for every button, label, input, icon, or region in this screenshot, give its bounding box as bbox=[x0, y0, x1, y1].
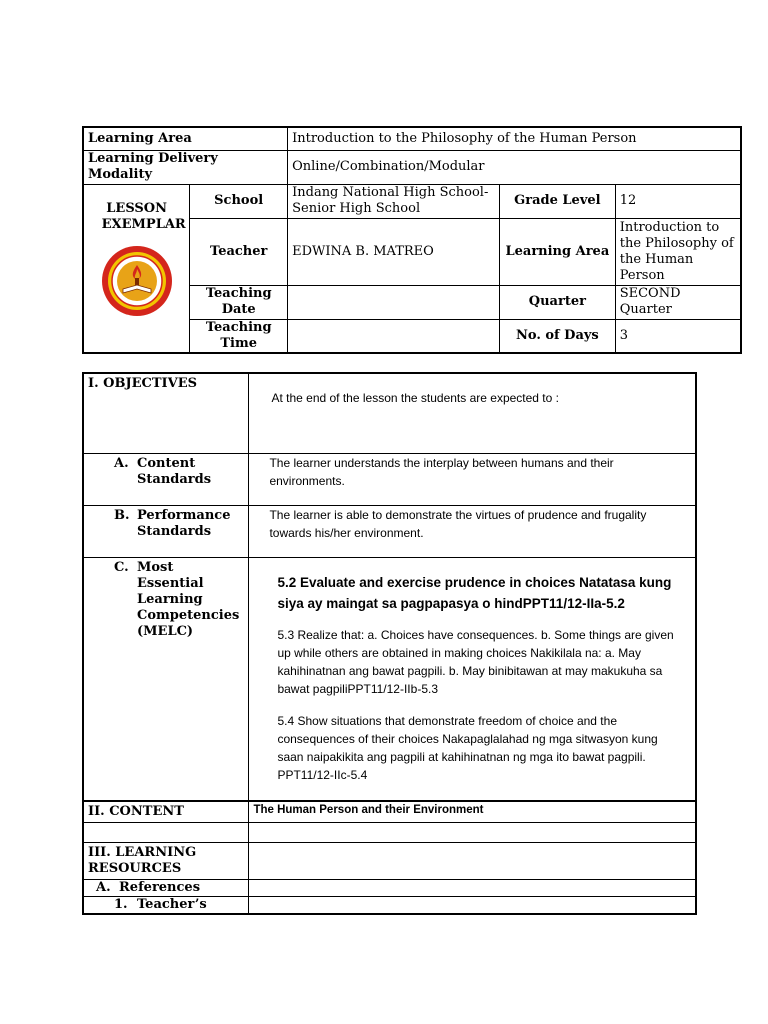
school-label: School bbox=[190, 184, 288, 218]
school-seal-icon bbox=[101, 245, 173, 317]
melc-competency-3: 5.4 Show situations that demonstrate freedom of choice and the consequences of their choices Nakapaglalahad ng mga sitwasyon kung saan naipakikita ang pagpili at kahihinatnan ng mga ito bawat pagpili. PPT11/12-IIc-5.4 bbox=[277, 713, 658, 782]
teacher-label: Teacher bbox=[190, 218, 288, 285]
teaching-time-value bbox=[288, 319, 500, 353]
content-standards-value: The learner understands the interplay between humans and their environments. bbox=[249, 453, 696, 505]
objectives-heading: I. OBJECTIVES bbox=[83, 373, 249, 453]
delivery-modality-label: Learning Delivery Modality bbox=[83, 150, 288, 184]
melc-letter: C. bbox=[114, 559, 129, 575]
melc-competency-2: 5.3 Realize that: a. Choices have consequences. b. Some things are given up while others are obtained in making choices Nakikilala na: a. May kahihinatnan ang bawat pagpili. b. May binibitawan at may makukuha sa bawat pagpiliPPT11/12-IIb-5.3 bbox=[277, 627, 674, 696]
performance-standards-label: Performance Standards bbox=[137, 507, 231, 539]
learning-area-value: Introduction to the Philosophy of the Human Person bbox=[288, 127, 741, 150]
days-value: 3 bbox=[615, 319, 741, 353]
teaching-time-label: Teaching Time bbox=[190, 319, 288, 353]
quarter-label: Quarter bbox=[500, 285, 616, 319]
learning-area2-value: Introduction to the Philosophy of the Human Person bbox=[615, 218, 741, 285]
teaching-date-label: Teaching Date bbox=[190, 285, 288, 319]
teachers-number: 1. bbox=[114, 896, 128, 912]
performance-standards-letter: B. bbox=[114, 507, 130, 523]
days-label: No. of Days bbox=[500, 319, 616, 353]
learning-resources-heading: III. LEARNING RESOURCES bbox=[83, 842, 249, 879]
grade-level-label: Grade Level bbox=[500, 184, 616, 218]
lesson-header-table bbox=[82, 126, 742, 354]
empty-cell-left bbox=[83, 822, 249, 842]
empty-cell-right bbox=[249, 822, 696, 842]
lesson-exemplar-cell bbox=[83, 184, 190, 353]
learning-area2-label: Learning Area bbox=[500, 218, 616, 285]
teaching-date-value bbox=[288, 285, 500, 319]
quarter-value: SECOND Quarter bbox=[615, 285, 741, 319]
school-value: Indang National High School-Senior High School bbox=[288, 184, 500, 218]
references-value bbox=[249, 879, 696, 896]
content-standards-label: Content Standards bbox=[137, 455, 212, 487]
delivery-modality-value: Online/Combination/Modular bbox=[288, 150, 741, 184]
melc-competency-1: 5.2 Evaluate and exercise prudence in choices Natatasa kung siya ay maingat sa pagpapasya o hindPPT11/12-IIa-5.2 bbox=[277, 574, 672, 611]
objectives-table bbox=[82, 372, 697, 915]
objectives-intro: At the end of the lesson the students are expected to : bbox=[249, 373, 696, 453]
learning-area-label: Learning Area bbox=[83, 127, 288, 150]
melc-cell bbox=[249, 557, 696, 801]
performance-standards-label-cell bbox=[83, 505, 249, 557]
performance-standards-value: The learner is able to demonstrate the virtues of prudence and frugality towards his/her environment. bbox=[249, 505, 696, 557]
teachers-guide-value bbox=[249, 896, 696, 914]
teacher-value: EDWINA B. MATREO bbox=[288, 218, 500, 285]
melc-label: Most Essential Learning Competencies (MELC) bbox=[137, 559, 240, 639]
content-heading: II. CONTENT bbox=[83, 801, 249, 822]
teachers-label: Teacher’s bbox=[137, 896, 207, 912]
content-standards-letter: A. bbox=[114, 455, 129, 471]
grade-level-value: 12 bbox=[615, 184, 741, 218]
references-label-cell bbox=[83, 879, 249, 896]
lesson-exemplar-title: LESSON EXEMPLAR bbox=[101, 200, 186, 232]
content-value: The Human Person and their Environment bbox=[249, 801, 696, 822]
teachers-guide-label-cell bbox=[83, 896, 249, 914]
references-label: References bbox=[119, 879, 201, 895]
references-letter: A. bbox=[96, 879, 111, 895]
melc-label-cell bbox=[83, 557, 249, 801]
learning-resources-value bbox=[249, 842, 696, 879]
content-standards-label-cell bbox=[83, 453, 249, 505]
